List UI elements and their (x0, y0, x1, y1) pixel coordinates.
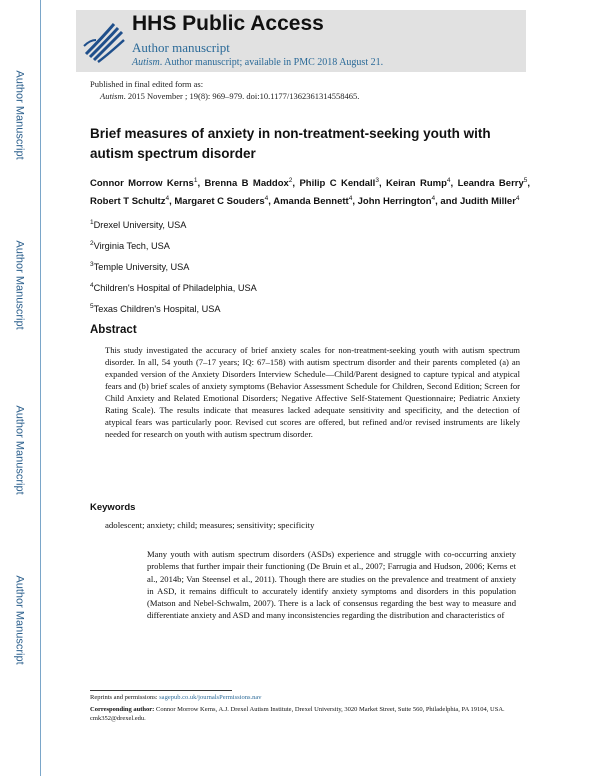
reprints-footnote (90, 694, 262, 701)
sidebar-label-text: Author Manuscript (14, 70, 27, 160)
affiliation-text: Temple University, USA (93, 262, 190, 273)
abstract-text: This study investigated the accuracy of brief anxiety scales for non-treatment-seeking youth with autism spectrum disorder. In all, 54 youth (7–17 years; IQ: 67–158) with autism spectrum disorder and their parents completed (a) an expanded version of the Anxiety Disorders Interview Schedule—Child/Parent designed to capture typical and atypical fears and (b) brief scales of anxiety symptoms (Behavior Assessment Schedule for Children, Second Edition; Screen for Child Anxiety and Related Emotional Disorders; Negative Affective Self-Statement Questionnaire; Pediatric Anxiety Rating Scale). The results indicate that measures lacked adequate sensitivity and specificity, and the detection of atypical fears was particularly poor. Revised cut scores are offered, but refined and/or revised instruments are likely needed for research on youth with autism spectrum disorder. (105, 345, 520, 439)
hhs-header-banner (76, 10, 526, 72)
author-separator: , (268, 195, 274, 207)
author-affiliation-mark: 3 (375, 177, 379, 184)
author-name: Amanda Bennett (273, 195, 349, 207)
affiliation-item (90, 282, 257, 303)
author-separator: , (450, 178, 458, 190)
author-separator: , (197, 178, 205, 190)
author-affiliation-mark: 4 (446, 177, 451, 184)
affiliation-text: Virginia Tech, USA (93, 241, 170, 252)
hhs-eagle-logo-icon (80, 16, 128, 66)
affiliation-mark: 2 (90, 240, 94, 247)
author-name: Keiran Rump (386, 178, 447, 190)
corresponding-author-footnote (90, 705, 520, 723)
published-label: Published in final edited form as: (90, 79, 204, 89)
corresponding-text: Connor Morrow Kerns, A.J. Drexel Autism Institute, Drexel University, 3020 Market Street, Suite 560, Philadelphia, PA 19104, USA. cmk352@drexel.edu. (90, 706, 505, 722)
availability-line (132, 57, 383, 68)
author-name: Philip C Kendall (299, 178, 376, 190)
affiliation-item (90, 219, 257, 240)
sidebar-divider (40, 0, 41, 776)
author-name: John Herrington (357, 195, 432, 207)
author-manuscript-sidebar-label (6, 210, 34, 360)
permissions-link[interactable]: sagepub.co.uk/journalsPermissions.nav (159, 694, 262, 701)
affiliation-item (90, 261, 257, 282)
author-manuscript-subtitle: Author manuscript (132, 40, 230, 55)
author-separator: , (169, 195, 175, 207)
affiliation-mark: 4 (90, 282, 94, 289)
author-affiliation-mark: 1 (193, 177, 198, 184)
abstract-heading: Abstract (90, 324, 137, 336)
hhs-title: HHS Public Access (132, 12, 324, 35)
author-affiliation-mark: 5 (523, 177, 528, 184)
author-name: Judith Miller (459, 195, 516, 207)
affiliation-text: Drexel University, USA (93, 220, 187, 231)
author-affiliation-mark: 4 (264, 194, 269, 202)
affiliation-text: Texas Children's Hospital, USA (93, 304, 221, 315)
sidebar-label-text: Author Manuscript (14, 405, 27, 495)
journal-name: Autism (132, 57, 160, 68)
author-separator: , and (435, 195, 460, 207)
citation-line (90, 90, 359, 102)
author-name: Brenna B Maddox (204, 178, 289, 190)
author-affiliation-mark: 4 (165, 194, 170, 202)
author-name: Robert T Schultz (90, 195, 166, 207)
author-affiliation-mark: 4 (348, 194, 353, 202)
affiliation-list (90, 219, 257, 324)
affiliation-item (90, 303, 257, 324)
affiliation-item (90, 240, 257, 261)
author-name: Leandra Berry (457, 178, 524, 190)
citation-details: . 2015 November ; 19(8): 969–979. doi:10.1177/1362361314558465. (123, 91, 360, 101)
keywords-text: adolescent; anxiety; child; measures; sensitivity; specificity (105, 520, 315, 530)
affiliation-mark: 1 (90, 219, 94, 226)
affiliation-mark: 3 (90, 261, 94, 268)
sidebar-label-text: Author Manuscript (14, 240, 27, 330)
sidebar-label-text: Author Manuscript (14, 575, 27, 665)
author-affiliation-mark: 4 (431, 194, 436, 202)
keywords-heading: Keywords (90, 502, 136, 513)
body-paragraph: Many youth with autism spectrum disorders (ASDs) experience and struggle with co-occurring anxiety problems that further impair their functioning (De Bruin et al., 2007; Farrugia and Hudson, 2006; Kerns et al., 2014b; Van Steensel et al., 2011). Though there are studies on the prevalence and treatment of anxiety in ASD, it remains difficult to accurately identify anxiety symptoms and disorders in this population (Matson and Nebel-Schwalm, 2007). There is a lack of consensus regarding the best way to measure and differentiate anxiety and ASD and many inconsistencies regarding the distribution and characteristics of (147, 549, 516, 621)
author-manuscript-sidebar-label (6, 375, 34, 525)
author-manuscript-sidebar-label (6, 40, 34, 190)
article-title: Brief measures of anxiety in non-treatment-seeking youth with autism spectrum disorder (90, 126, 491, 161)
author-separator: , (527, 178, 531, 190)
author-separator: , (352, 195, 358, 207)
affiliation-mark: 5 (90, 303, 94, 310)
reprints-label: Reprints and permissions: (90, 694, 160, 701)
publication-info (90, 78, 359, 102)
availability-text: . Author manuscript; available in PMC 2018 August 21. (159, 57, 384, 68)
author-list (90, 174, 530, 209)
author-separator: , (292, 178, 300, 190)
citation-journal: Autism (100, 91, 124, 101)
footnote-divider (90, 690, 232, 691)
author-name: Connor Morrow Kerns (90, 178, 194, 190)
affiliation-text: Children's Hospital of Philadelphia, USA (93, 283, 257, 294)
author-affiliation-mark: 4 (515, 194, 520, 202)
author-name: Margaret C Souders (174, 195, 265, 207)
author-separator: , (378, 178, 386, 190)
author-affiliation-mark: 2 (288, 177, 293, 184)
corresponding-label: Corresponding author: (90, 706, 155, 713)
author-manuscript-sidebar-label (6, 545, 34, 695)
